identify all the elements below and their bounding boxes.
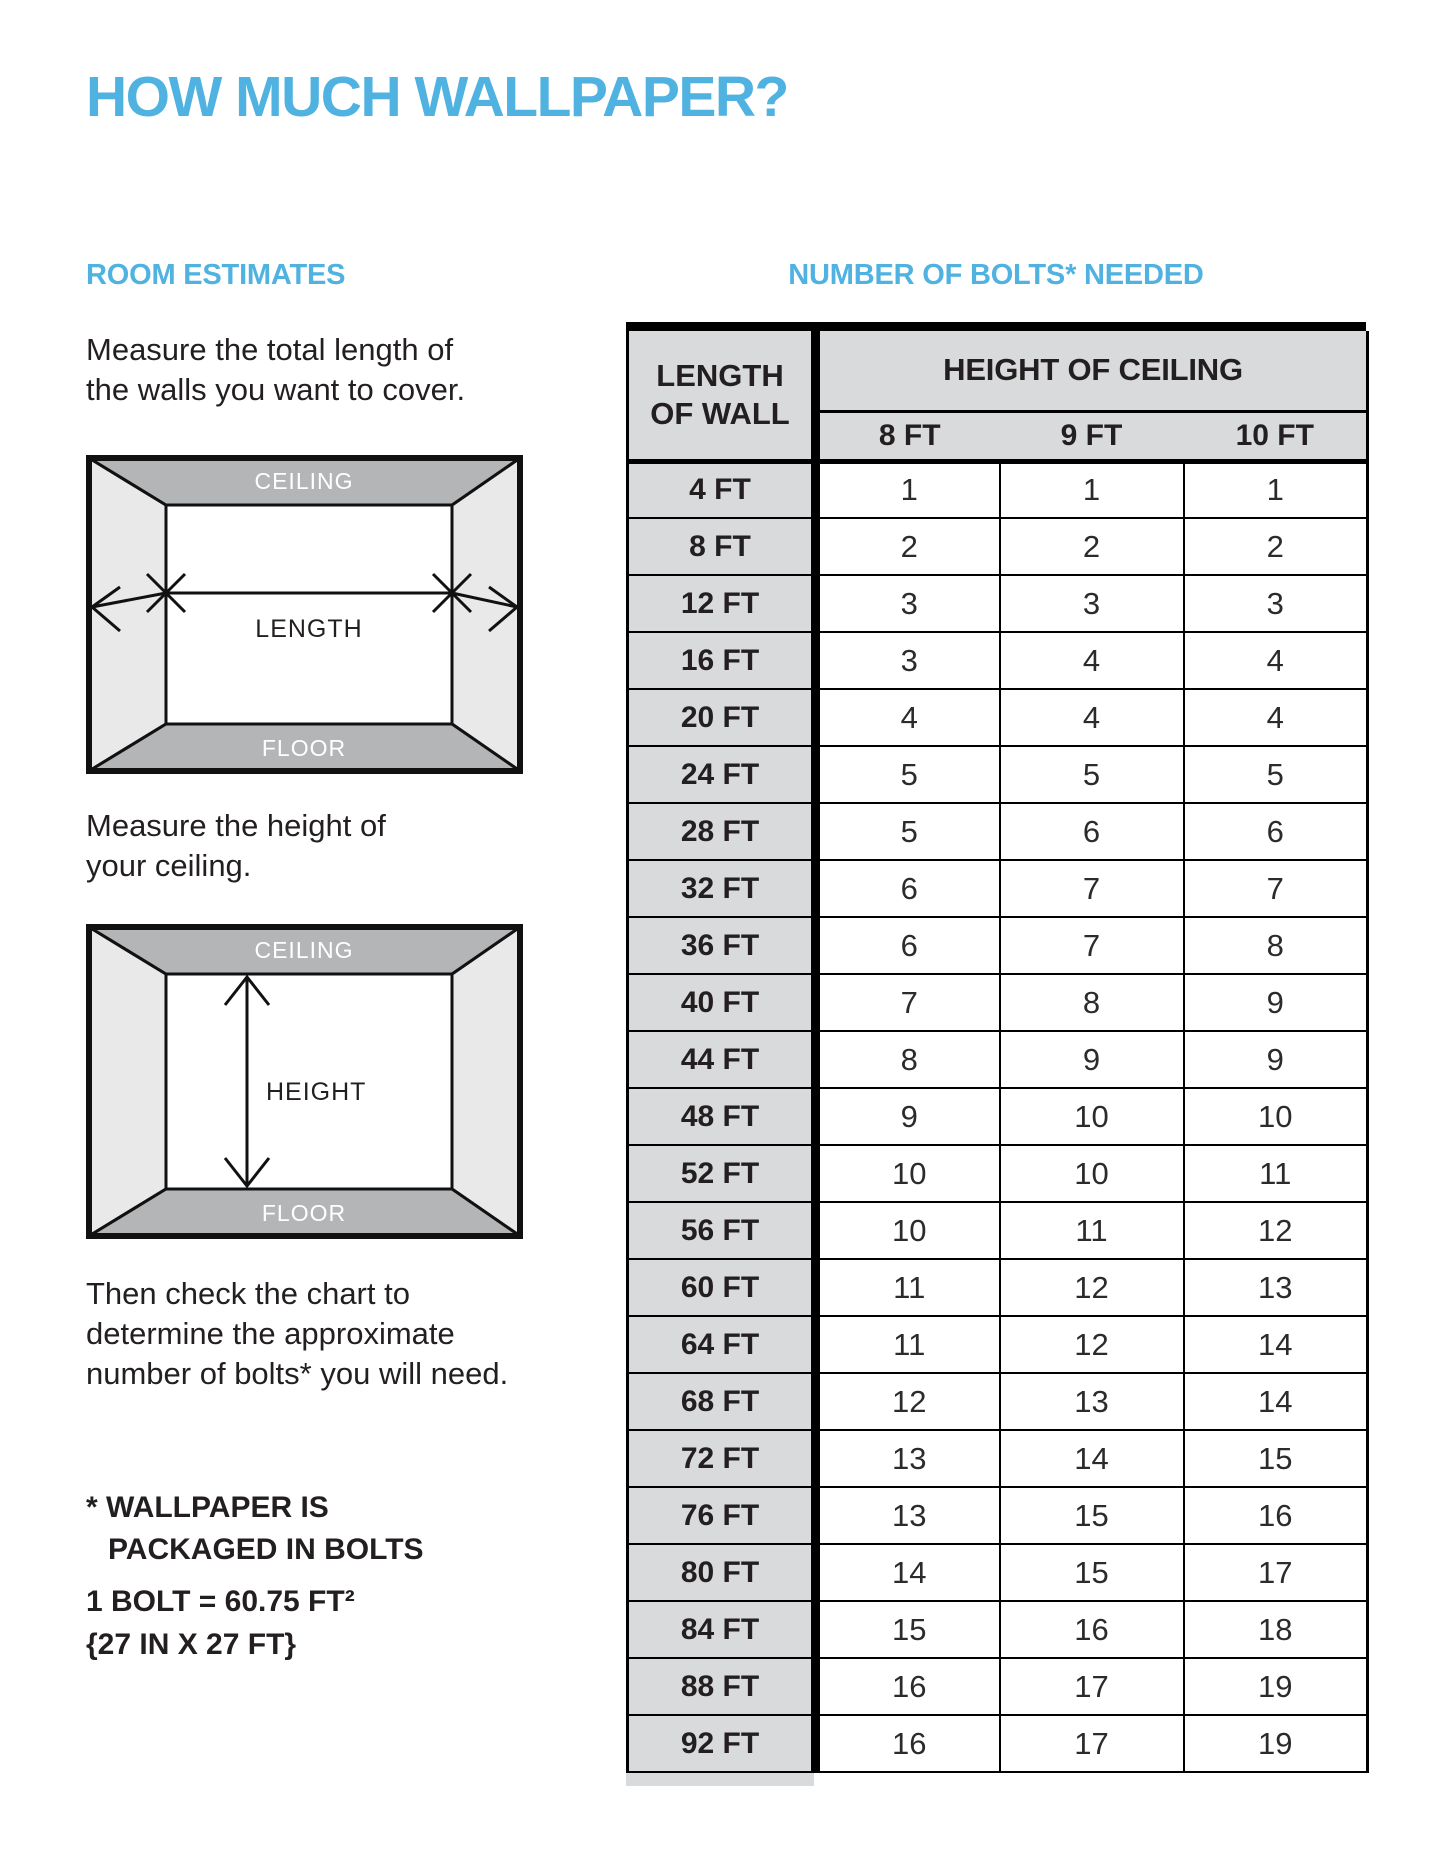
table-row xyxy=(628,689,1368,746)
check-chart-paragraph xyxy=(86,1274,508,1394)
ceiling-label: CEILING xyxy=(254,937,354,963)
row-label: 48 FT xyxy=(628,1088,816,1145)
ceiling-label: CEILING xyxy=(254,468,354,494)
bolt-count-cell: 12 xyxy=(1184,1202,1368,1259)
table-row xyxy=(628,1031,1368,1088)
row-label: 40 FT xyxy=(628,974,816,1031)
bolt-count-cell: 3 xyxy=(816,632,1000,689)
bolt-count-cell: 11 xyxy=(1000,1202,1184,1259)
bolt-count-cell: 4 xyxy=(1184,632,1368,689)
bolt-count-cell: 15 xyxy=(1000,1544,1184,1601)
bolts-table-container xyxy=(626,322,1366,1786)
bolt-count-cell: 14 xyxy=(1000,1430,1184,1487)
row-label: 76 FT xyxy=(628,1487,816,1544)
paragraph-line: Measure the total length of xyxy=(86,332,454,367)
bolt-count-cell: 6 xyxy=(816,917,1000,974)
table-row xyxy=(628,1373,1368,1430)
bolt-count-cell: 4 xyxy=(1000,689,1184,746)
bolt-count-cell: 7 xyxy=(1000,917,1184,974)
row-label: 64 FT xyxy=(628,1316,816,1373)
table-row xyxy=(628,461,1368,518)
bolt-count-cell: 10 xyxy=(1000,1145,1184,1202)
bolt-count-cell: 11 xyxy=(816,1316,1000,1373)
bolt-count-cell: 11 xyxy=(1184,1145,1368,1202)
table-row xyxy=(628,917,1368,974)
bolt-count-cell: 17 xyxy=(1000,1715,1184,1772)
bolt-count-cell: 5 xyxy=(1184,746,1368,803)
bolt-count-cell: 10 xyxy=(816,1202,1000,1259)
row-label: 92 FT xyxy=(628,1715,816,1772)
bolt-count-cell: 13 xyxy=(1000,1373,1184,1430)
bolt-count-cell: 8 xyxy=(1184,917,1368,974)
bolt-count-cell: 1 xyxy=(1184,461,1368,518)
bolt-count-cell: 12 xyxy=(1000,1316,1184,1373)
bolt-count-cell: 9 xyxy=(1184,974,1368,1031)
table-row xyxy=(628,1715,1368,1772)
measure-length-paragraph xyxy=(86,330,465,410)
table-row xyxy=(628,1202,1368,1259)
bolts-table xyxy=(626,331,1369,1773)
row-label: 52 FT xyxy=(628,1145,816,1202)
row-label: 16 FT xyxy=(628,632,816,689)
bolt-count-cell: 5 xyxy=(816,746,1000,803)
table-row xyxy=(628,518,1368,575)
bolt-count-cell: 10 xyxy=(816,1145,1000,1202)
footnote-line: * WALLPAPER IS xyxy=(86,1491,329,1524)
bolt-count-cell: 11 xyxy=(816,1259,1000,1316)
bolt-count-cell: 14 xyxy=(1184,1373,1368,1430)
row-label: 36 FT xyxy=(628,917,816,974)
bolt-count-cell: 2 xyxy=(1184,518,1368,575)
bolt-count-cell: 18 xyxy=(1184,1601,1368,1658)
group-header: HEIGHT OF CEILING xyxy=(816,331,1368,411)
table-row xyxy=(628,632,1368,689)
bolt-count-cell: 8 xyxy=(816,1031,1000,1088)
bolt-count-cell: 1 xyxy=(1000,461,1184,518)
bolt-count-cell: 10 xyxy=(1184,1088,1368,1145)
bolt-count-cell: 10 xyxy=(1000,1088,1184,1145)
table-row xyxy=(628,1658,1368,1715)
bolt-count-cell: 16 xyxy=(1000,1601,1184,1658)
room-estimates-heading: ROOM ESTIMATES xyxy=(86,259,346,291)
bolt-count-cell: 13 xyxy=(816,1487,1000,1544)
bolt-count-cell: 6 xyxy=(1184,803,1368,860)
bolt-count-cell: 3 xyxy=(816,575,1000,632)
row-label: 80 FT xyxy=(628,1544,816,1601)
right-wall-face xyxy=(452,927,520,1236)
bolt-definition xyxy=(86,1580,355,1666)
row-label: 68 FT xyxy=(628,1373,816,1430)
column-header: 9 FT xyxy=(1000,411,1184,461)
bolt-count-cell: 5 xyxy=(1000,746,1184,803)
table-row xyxy=(628,1088,1368,1145)
bolt-count-cell: 8 xyxy=(1000,974,1184,1031)
table-row xyxy=(628,746,1368,803)
table-row xyxy=(628,1145,1368,1202)
bolt-count-cell: 9 xyxy=(1184,1031,1368,1088)
row-label: 20 FT xyxy=(628,689,816,746)
paragraph-line: number of bolts* you will need. xyxy=(86,1356,509,1391)
room-height-diagram xyxy=(86,924,523,1239)
row-label: 88 FT xyxy=(628,1658,816,1715)
bolt-definition-line: 1 BOLT = 60.75 FT² xyxy=(86,1585,355,1618)
footnote-line: PACKAGED IN BOLTS xyxy=(108,1533,424,1566)
table-row xyxy=(628,974,1368,1031)
bolt-count-cell: 5 xyxy=(816,803,1000,860)
row-label: 4 FT xyxy=(628,461,816,518)
row-label: 8 FT xyxy=(628,518,816,575)
table-header-row xyxy=(628,331,1368,411)
bolt-count-cell: 2 xyxy=(816,518,1000,575)
column-header: 8 FT xyxy=(816,411,1000,461)
wallpaper-footnote xyxy=(86,1487,424,1571)
bolt-count-cell: 19 xyxy=(1184,1658,1368,1715)
row-label: 72 FT xyxy=(628,1430,816,1487)
bolt-count-cell: 13 xyxy=(816,1430,1000,1487)
table-top-bar xyxy=(626,322,1366,331)
bolt-count-cell: 16 xyxy=(816,1658,1000,1715)
row-label: 84 FT xyxy=(628,1601,816,1658)
bolt-count-cell: 2 xyxy=(1000,518,1184,575)
bolt-count-cell: 17 xyxy=(1184,1544,1368,1601)
bolt-count-cell: 15 xyxy=(1184,1430,1368,1487)
row-label: 44 FT xyxy=(628,1031,816,1088)
table-row xyxy=(628,803,1368,860)
bolt-count-cell: 17 xyxy=(1000,1658,1184,1715)
bolt-count-cell: 1 xyxy=(816,461,1000,518)
bolt-count-cell: 4 xyxy=(1000,632,1184,689)
floor-label: FLOOR xyxy=(261,735,347,761)
asterisk-marker: * xyxy=(86,1491,98,1524)
table-row xyxy=(628,860,1368,917)
page-title: HOW MUCH WALLPAPER? xyxy=(86,65,788,129)
bolt-count-cell: 3 xyxy=(1000,575,1184,632)
bolt-count-cell: 4 xyxy=(1184,689,1368,746)
bolt-count-cell: 12 xyxy=(816,1373,1000,1430)
bolt-count-cell: 9 xyxy=(1000,1031,1184,1088)
row-label: 12 FT xyxy=(628,575,816,632)
length-label: LENGTH xyxy=(255,615,363,643)
measure-height-paragraph xyxy=(86,806,386,886)
bolt-count-cell: 13 xyxy=(1184,1259,1368,1316)
row-label: 60 FT xyxy=(628,1259,816,1316)
table-footer-stub xyxy=(626,1773,814,1786)
bolt-count-cell: 4 xyxy=(816,689,1000,746)
corner-header: LENGTH OF WALL xyxy=(628,331,816,461)
table-row xyxy=(628,1544,1368,1601)
paragraph-line: Then check the chart to xyxy=(86,1276,410,1311)
paragraph-line: Measure the height of xyxy=(86,808,386,843)
bolts-table-body xyxy=(628,461,1368,1772)
column-header: 10 FT xyxy=(1184,411,1368,461)
paragraph-line: the walls you want to cover. xyxy=(86,372,466,407)
bolt-count-cell: 15 xyxy=(1000,1487,1184,1544)
left-wall-face xyxy=(89,927,166,1236)
row-label: 32 FT xyxy=(628,860,816,917)
paragraph-line: determine the approximate xyxy=(86,1316,455,1351)
table-row xyxy=(628,1601,1368,1658)
table-row xyxy=(628,1430,1368,1487)
bolt-count-cell: 7 xyxy=(1000,860,1184,917)
bolts-needed-heading: NUMBER OF BOLTS* NEEDED xyxy=(788,259,1204,291)
bolt-count-cell: 7 xyxy=(816,974,1000,1031)
room-length-diagram xyxy=(86,455,523,774)
table-row xyxy=(628,575,1368,632)
row-label: 28 FT xyxy=(628,803,816,860)
bolt-count-cell: 12 xyxy=(1000,1259,1184,1316)
bolt-count-cell: 14 xyxy=(1184,1316,1368,1373)
floor-label: FLOOR xyxy=(261,1200,347,1226)
bolt-count-cell: 19 xyxy=(1184,1715,1368,1772)
bolt-count-cell: 7 xyxy=(1184,860,1368,917)
bolt-count-cell: 15 xyxy=(816,1601,1000,1658)
bolt-count-cell: 6 xyxy=(816,860,1000,917)
table-row xyxy=(628,1487,1368,1544)
bolt-count-cell: 16 xyxy=(1184,1487,1368,1544)
bolt-count-cell: 6 xyxy=(1000,803,1184,860)
paragraph-line: your ceiling. xyxy=(86,848,252,883)
bolt-count-cell: 3 xyxy=(1184,575,1368,632)
bolt-count-cell: 9 xyxy=(816,1088,1000,1145)
table-row xyxy=(628,1259,1368,1316)
row-label: 56 FT xyxy=(628,1202,816,1259)
height-label: HEIGHT xyxy=(266,1078,367,1106)
row-label: 24 FT xyxy=(628,746,816,803)
bolt-count-cell: 14 xyxy=(816,1544,1000,1601)
bolt-count-cell: 16 xyxy=(816,1715,1000,1772)
table-row xyxy=(628,1316,1368,1373)
bolt-definition-line: {27 IN X 27 FT} xyxy=(86,1628,297,1661)
